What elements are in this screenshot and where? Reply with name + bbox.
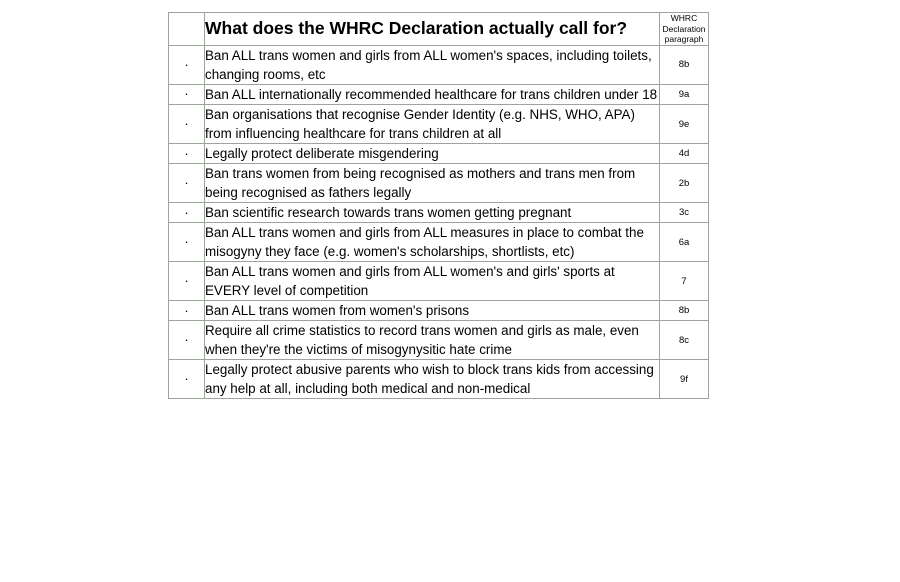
row-bullet bbox=[169, 164, 205, 203]
row-paragraph-ref: 3c bbox=[660, 203, 709, 223]
row-text: Legally protect deliberate misgendering bbox=[205, 144, 660, 164]
row-text: Require all crime statistics to record trans women and girls as male, even when they're the victims of misogynysitic hate crime bbox=[205, 321, 660, 360]
row-text: Ban organisations that recognise Gender Identity (e.g. NHS, WHO, APA) from influencing healthcare for trans children at all bbox=[205, 104, 660, 143]
whrc-table-container bbox=[168, 12, 708, 399]
paragraph-header-line-2: Declaration bbox=[662, 23, 706, 34]
bullet-icon: · bbox=[184, 204, 189, 220]
row-paragraph-ref: 9f bbox=[660, 360, 709, 399]
table-row bbox=[169, 203, 709, 223]
row-paragraph-ref: 9a bbox=[660, 84, 709, 104]
row-bullet bbox=[169, 301, 205, 321]
bullet-icon: · bbox=[184, 273, 189, 289]
table-row bbox=[169, 360, 709, 399]
bullet-icon: · bbox=[184, 116, 189, 131]
row-paragraph-ref: 6a bbox=[660, 223, 709, 262]
bullet-icon: · bbox=[184, 371, 189, 387]
row-text: Ban ALL internationally recommended healthcare for trans children under 18 bbox=[205, 84, 660, 104]
table-header-row bbox=[169, 13, 709, 46]
bullet-icon: · bbox=[184, 302, 189, 318]
row-bullet bbox=[169, 45, 205, 84]
paragraph-column-header bbox=[660, 13, 709, 46]
bullet-icon: · bbox=[184, 175, 189, 191]
row-text: Ban scientific research towards trans women getting pregnant bbox=[205, 203, 660, 223]
table-row bbox=[169, 45, 709, 84]
row-bullet bbox=[169, 360, 205, 399]
row-paragraph-ref: 7 bbox=[660, 262, 709, 301]
table-row bbox=[169, 223, 709, 262]
row-text: Legally protect abusive parents who wish to block trans kids from accessing any help at all, including both medical and non-medical bbox=[205, 360, 660, 399]
row-text: Ban ALL trans women and girls from ALL measures in place to combat the misogyny they face (e.g. women's scholarships, shortlists, etc) bbox=[205, 223, 660, 262]
bullet-icon: · bbox=[184, 332, 189, 348]
row-bullet bbox=[169, 104, 205, 143]
header-bullet-cell bbox=[169, 13, 205, 46]
row-text: Ban ALL trans women and girls from ALL women's and girls' sports at EVERY level of competition bbox=[205, 262, 660, 301]
whrc-declaration-table bbox=[168, 12, 709, 399]
row-bullet bbox=[169, 223, 205, 262]
row-paragraph-ref: 2b bbox=[660, 164, 709, 203]
table-row bbox=[169, 104, 709, 143]
row-text: Ban ALL trans women and girls from ALL women's spaces, including toilets, changing rooms, etc bbox=[205, 45, 660, 84]
row-paragraph-ref: 8c bbox=[660, 321, 709, 360]
table-row bbox=[169, 164, 709, 203]
row-paragraph-ref: 4d bbox=[660, 144, 709, 164]
row-paragraph-ref: 9e bbox=[660, 104, 709, 143]
paragraph-header-line-1: WHRC bbox=[670, 13, 698, 23]
row-paragraph-ref: 8b bbox=[660, 45, 709, 84]
row-bullet bbox=[169, 144, 205, 164]
page-title: What does the WHRC Declaration actually call for? bbox=[205, 13, 660, 46]
table-row bbox=[169, 321, 709, 360]
table-row bbox=[169, 84, 709, 104]
table-row bbox=[169, 301, 709, 321]
bullet-icon: · bbox=[184, 234, 189, 250]
table-row bbox=[169, 262, 709, 301]
row-paragraph-ref: 8b bbox=[660, 301, 709, 321]
row-bullet bbox=[169, 203, 205, 223]
table-body bbox=[169, 13, 709, 399]
paragraph-header-line-3: paragraph bbox=[664, 34, 704, 45]
row-text: Ban ALL trans women from women's prisons bbox=[205, 301, 660, 321]
row-bullet bbox=[169, 262, 205, 301]
row-text: Ban trans women from being recognised as mothers and trans men from being recognised as fathers legally bbox=[205, 164, 660, 203]
bullet-icon: · bbox=[184, 145, 189, 161]
table-row bbox=[169, 144, 709, 164]
row-bullet bbox=[169, 84, 205, 104]
bullet-icon: · bbox=[184, 56, 189, 72]
row-bullet bbox=[169, 321, 205, 360]
bullet-icon: · bbox=[184, 86, 189, 102]
